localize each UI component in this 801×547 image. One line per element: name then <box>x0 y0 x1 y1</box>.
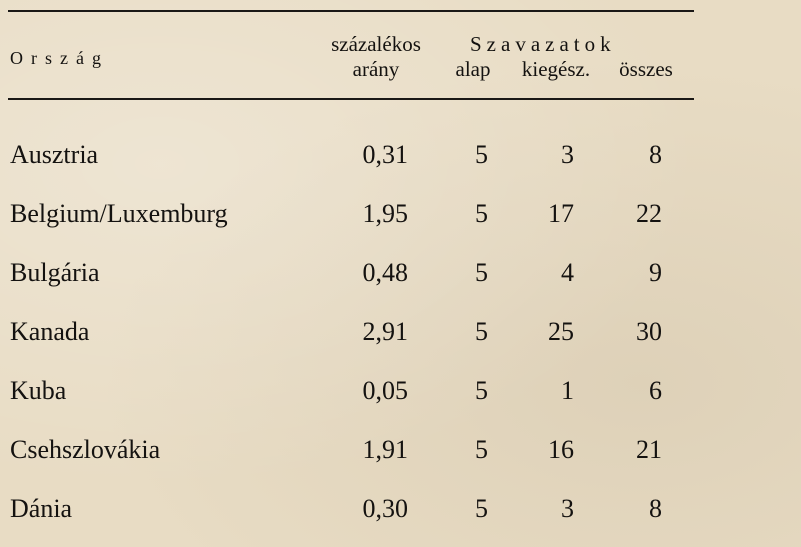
total-votes-cell: 21 <box>636 435 662 464</box>
percentage-cell: 0,48 <box>362 258 408 287</box>
percentage-cell: 0,31 <box>362 140 408 169</box>
table-row <box>0 420 801 479</box>
basic-votes-cell: 5 <box>475 258 488 287</box>
percentage-cell: 1,91 <box>362 435 408 464</box>
additional-votes-cell: 16 <box>548 435 574 464</box>
header-votes-basic: alap <box>455 57 491 81</box>
additional-votes-cell: 4 <box>561 258 574 287</box>
country-cell: Belgium/Luxemburg <box>10 199 228 228</box>
table-body <box>0 125 801 538</box>
basic-votes-cell: 5 <box>475 317 488 346</box>
percentage-cell: 0,05 <box>362 376 408 405</box>
top-rule <box>8 10 694 12</box>
total-votes-cell: 22 <box>636 199 662 228</box>
percentage-cell: 2,91 <box>362 317 408 346</box>
basic-votes-cell: 5 <box>475 435 488 464</box>
table-row <box>0 479 801 538</box>
header-votes-additional: kiegész. <box>521 57 591 81</box>
table-row <box>0 361 801 420</box>
country-cell: Kuba <box>10 376 67 405</box>
basic-votes-cell: 5 <box>475 494 488 523</box>
header-percentage-bottom: arány <box>352 57 400 81</box>
header-votes-group: Szavazatok <box>470 32 616 56</box>
total-votes-cell: 30 <box>636 317 662 346</box>
country-cell: Ausztria <box>10 140 99 169</box>
table-row <box>0 125 801 184</box>
header-country: Ország <box>10 48 109 68</box>
basic-votes-cell: 5 <box>475 140 488 169</box>
table-row <box>0 243 801 302</box>
basic-votes-cell: 5 <box>475 376 488 405</box>
percentage-cell: 1,95 <box>362 199 408 228</box>
table-row <box>0 302 801 361</box>
total-votes-cell: 8 <box>649 494 662 523</box>
total-votes-cell: 8 <box>649 140 662 169</box>
total-votes-cell: 6 <box>649 376 662 405</box>
percentage-cell: 0,30 <box>362 494 408 523</box>
header-votes-total: összes <box>619 57 673 81</box>
header-rule <box>8 98 694 100</box>
additional-votes-cell: 1 <box>561 376 574 405</box>
additional-votes-cell: 3 <box>561 140 574 169</box>
basic-votes-cell: 5 <box>475 199 488 228</box>
total-votes-cell: 9 <box>649 258 662 287</box>
country-cell: Kanada <box>10 317 90 346</box>
additional-votes-cell: 17 <box>548 199 574 228</box>
country-cell: Bulgária <box>10 258 100 287</box>
additional-votes-cell: 25 <box>548 317 574 346</box>
header-percentage-top: százalékos <box>331 32 421 56</box>
country-cell: Csehszlovákia <box>10 435 161 464</box>
table-row <box>0 184 801 243</box>
country-cell: Dánia <box>10 494 73 523</box>
additional-votes-cell: 3 <box>561 494 574 523</box>
